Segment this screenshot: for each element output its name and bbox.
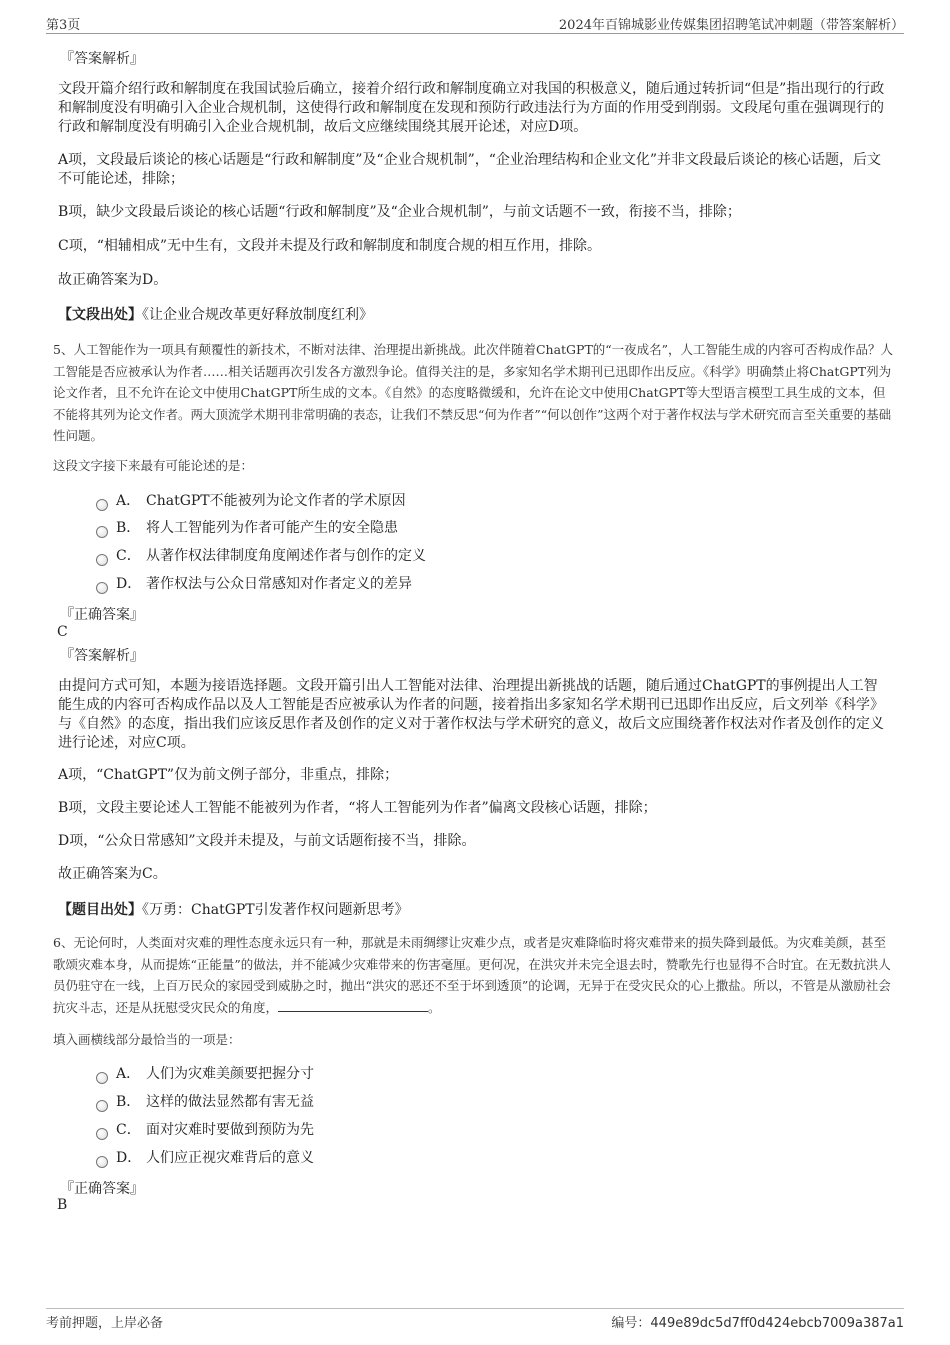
q4-option-a-note: A项，文段最后谈论的核心话题是“行政和解制度”及“企业合规机制”，“企业治理结构和企业文化”并非文段最后谈论的核心话题，后文不可能论述，排除； [58, 152, 882, 187]
radio-icon[interactable] [96, 1100, 108, 1112]
radio-icon[interactable] [96, 1156, 108, 1168]
q6-question: 6、无论何时，人类面对灾难的理性态度永远只有一种，那就是未雨绸缪让灾难少点，或者是灾难降临时将灾难带来的损失降到最低。为灾难美颜，甚至歌颂灾难本身，从而提炼“正能量”的做法，并不能减少灾难带来的伤害毫厘。更何况，在洪灾并未完全退去时，赞歌先行也显得不合时宜。在无数抗洪人员仍驻守在一线，上百万民众的家园受到威胁之时，抛出“洪灾的恶还不至于坏到透顶”的论调，无异于在受灾民众的心上撒盐。所以，不管是从激励社会抗灾斗志，还是从抚慰受灾民众的角度， 。 [53, 935, 891, 1015]
q4-option-c-note: C项，“相辅相成”无中生有，文段并未提及行政和解制度和制度合规的相互作用，排除。 [58, 238, 602, 254]
q5-question: 5、人工智能作为一项具有颠覆性的新技术，不断对法律、治理提出新挑战。此次伴随着ChatGPT的“一夜成名”，人工智能生成的内容可否构成作品？人工智能是否应被承认为作者……相关话题再次引发各方激烈争论。值得关注的是，多家知名学术期刊已迅即作出反应。《科学》明确禁止将ChatGPT列为论文作者，且不允许在论文中使用ChatGPT所生成的文本。《自然》的态度略微缓和，允许在论文中使用ChatGPT等大型语言模型工具生成的文本，但不能将其列为论文作者。两大顶流学术期刊非常明确的表态，让我们不禁反思“何为作者”“何以创作”这两个对于著作权法与学术研究而言至关重要的基础性问题。 [53, 342, 894, 443]
q5-option-d-note: D项，“公众日常感知”文段并未提及，与前文话题衔接不当，排除。 [58, 833, 476, 849]
q5-source-label: 【题目出处】 [58, 902, 142, 918]
page-header [46, 14, 904, 34]
radio-icon[interactable] [96, 526, 108, 538]
q5-option-a-note: A项，“ChatGPT”仅为前文例子部分，非重点，排除； [58, 767, 399, 783]
fill-blank [278, 999, 428, 1012]
q5-prompt: 这段文字接下来最有可能论述的是： [53, 458, 254, 473]
page-number: 第3页 [46, 18, 81, 33]
radio-icon[interactable] [96, 1128, 108, 1140]
q5-answer: C [57, 624, 68, 640]
radio-icon[interactable] [96, 499, 108, 511]
q5-option-b[interactable]: B． 将人工智能列为作者可能产生的安全隐患 [96, 518, 398, 538]
q5-option-d[interactable]: D． 著作权法与公众日常感知对作者定义的差异 [96, 574, 412, 594]
footer-divider [46, 1308, 904, 1309]
q5-analysis: 由提问方式可知，本题为接语选择题。文段开篇引出人工智能对法律、治理提出新挑战的话题，随后通过ChatGPT的事例提出人工智能生成的内容可否构成作品以及人工智能是否应被承认为作者的问题，接着指出多家知名学术期刊已迅即作出反应，后文列举《科学》与《自然》的态度，指出我们应该反思作者及创作的定义对于著作权法与学术研究的意义，故后文应围绕著作权法对作者及创作的定义进行论述，对应C项。 [58, 678, 884, 751]
q6-option-a[interactable]: A． 人们为灾难美颜要把握分寸 [96, 1064, 314, 1084]
q5-analysis-label: 『答案解析』 [60, 648, 144, 664]
q4-source-title: 《让企业合规改革更好释放制度红利》 [142, 307, 373, 323]
q4-source-label: 【文段出处】 [58, 307, 142, 323]
q5-option-c[interactable]: C． 从著作权法律制度角度阐述作者与创作的定义 [96, 546, 426, 566]
q5-source-title: 《万勇：ChatGPT引发著作权问题新思考》 [142, 902, 409, 918]
q5-option-b-note: B项，文段主要论述人工智能不能被列为作者，“将人工智能列为作者”偏离文段核心话题，排除； [58, 800, 657, 816]
header-divider [46, 33, 904, 34]
document-title: 2024年百锦城影业传媒集团招聘笔试冲刺题（带答案解析） [558, 18, 904, 33]
q5-answer-label: 『正确答案』 [60, 607, 144, 623]
q5-conclusion: 故正确答案为C。 [58, 866, 167, 882]
q6-answer-label: 『正确答案』 [60, 1181, 144, 1197]
q4-option-b-note: B项，缺少文段最后谈论的核心话题“行政和解制度”及“企业合规机制”，与前文话题不一致，衔接不当，排除； [58, 204, 741, 220]
q6-option-d[interactable]: D． 人们应正视灾难背后的意义 [96, 1148, 314, 1168]
radio-icon[interactable] [96, 582, 108, 594]
footer-code: 编号：449e89dc5d7ff0d424ebcb7009a387a1 [611, 1316, 904, 1331]
q4-conclusion: 故正确答案为D。 [58, 272, 168, 288]
q6-answer: B [57, 1197, 68, 1213]
q5-option-a[interactable]: A． ChatGPT不能被列为论文作者的学术原因 [96, 491, 406, 511]
radio-icon[interactable] [96, 1072, 108, 1084]
q4-source [58, 304, 373, 324]
footer-slogan: 考前押题，上岸必备 [46, 1316, 164, 1331]
q4-analysis: 文段开篇介绍行政和解制度在我国试验后确立，接着介绍行政和解制度确立对我国的积极意义，随后通过转折词“但是”指出现行的行政和解制度没有明确引入企业合规机制，这使得行政和解制度在发现和预防行政违法行为方面的作用受到削弱。文段尾句重在强调现行的行政和解制度没有明确引入企业合规机制，故后文应继续围绕其展开论述，对应D项。 [58, 81, 885, 135]
q4-analysis-label: 『答案解析』 [60, 51, 144, 67]
q6-option-c[interactable]: C． 面对灾难时要做到预防为先 [96, 1120, 314, 1140]
q5-source [58, 899, 409, 919]
q6-option-b[interactable]: B． 这样的做法显然都有害无益 [96, 1092, 314, 1112]
q6-prompt: 填入画横线部分最恰当的一项是： [53, 1032, 241, 1047]
radio-icon[interactable] [96, 554, 108, 566]
